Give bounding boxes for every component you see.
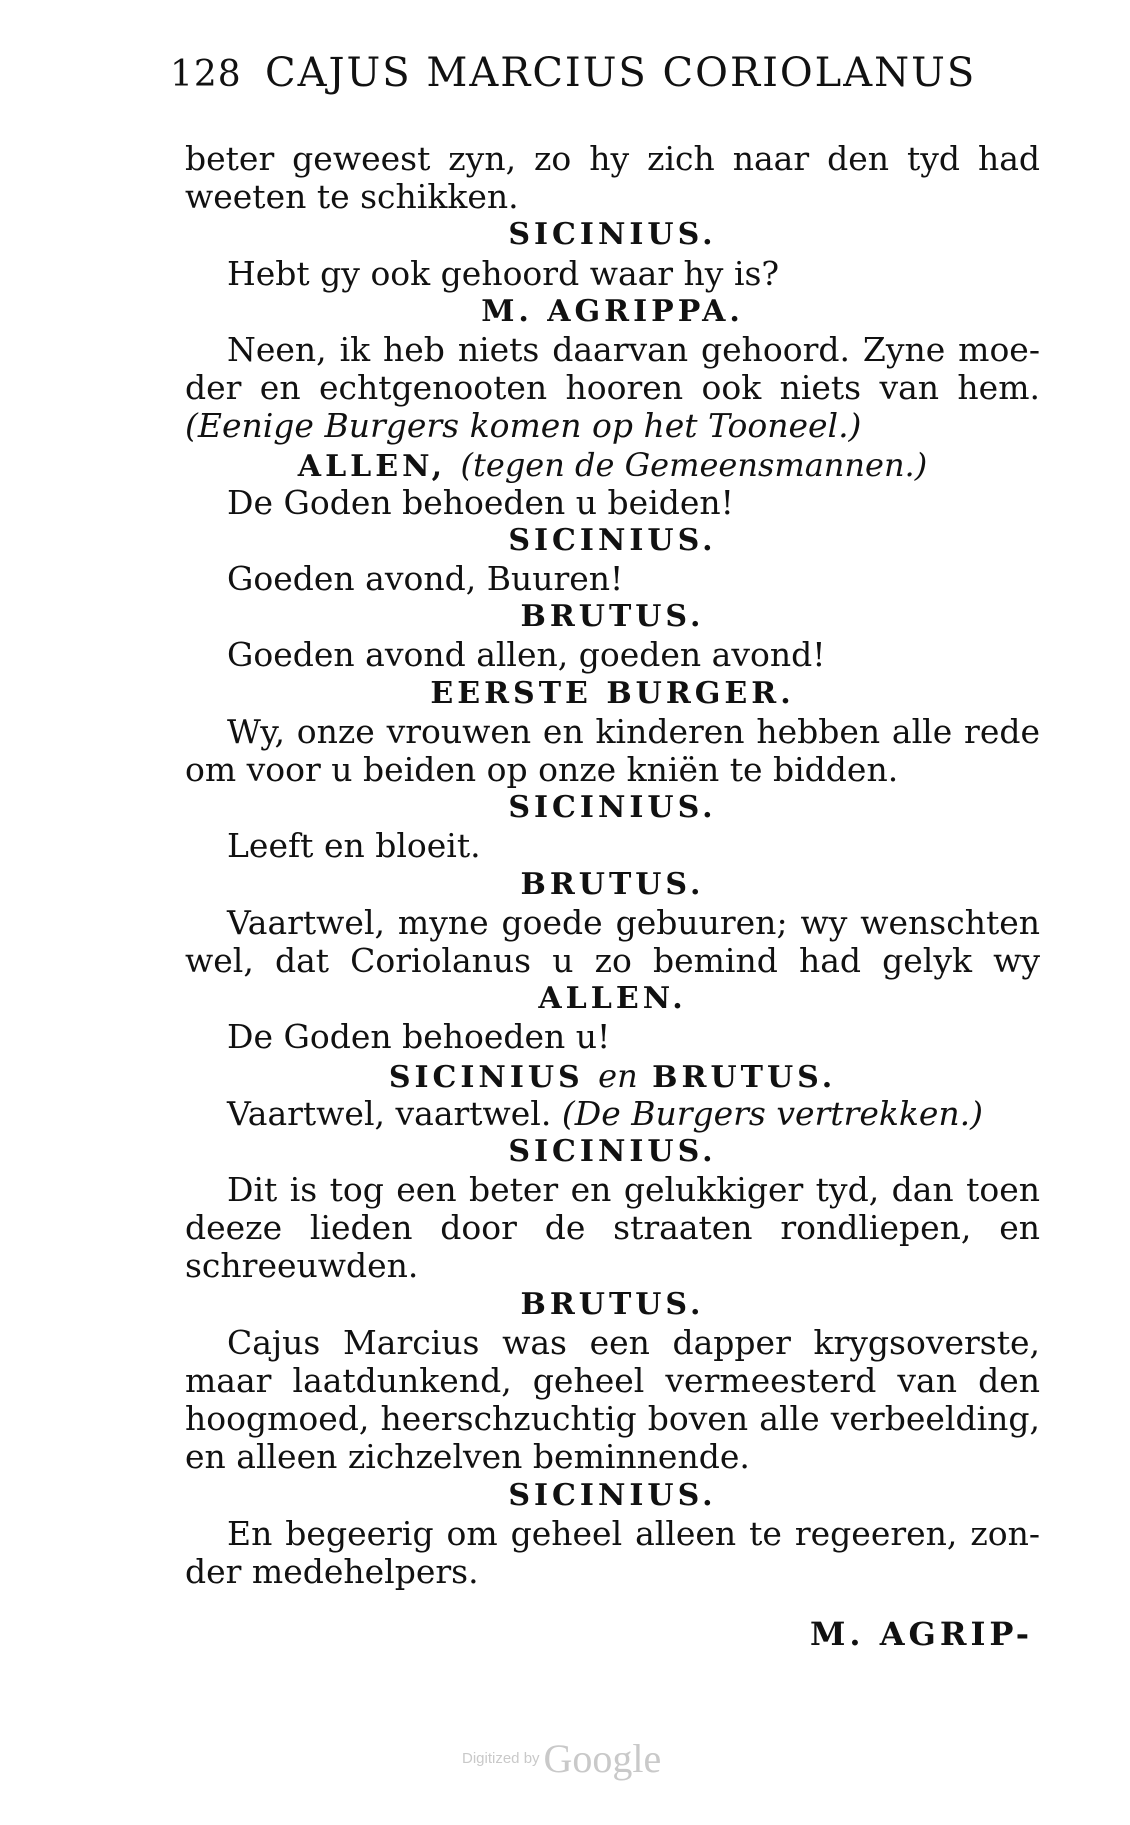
speaker-name: M. AGRIPPA. <box>481 293 744 329</box>
dialogue-line: Cajus Marcius was een dapper krygsoverste, <box>227 1323 1040 1362</box>
dialogue-line: Wy, onze vrouwen en kinderen hebben alle rede <box>227 712 1040 751</box>
watermark-prefix: Digitized by <box>462 1750 540 1767</box>
speaker-name: EERSTE BURGER. <box>430 675 795 711</box>
dialogue-line: der en echtgenooten hooren ook niets van hem. <box>185 369 1040 408</box>
dialogue-line: Dit is tog een beter en gelukkiger tyd, dan toen <box>227 1171 1040 1210</box>
speaker-name: SICINIUS <box>388 1059 584 1095</box>
speaker-conjunction: en <box>598 1056 638 1095</box>
speaker-name: SICINIUS. <box>508 217 717 253</box>
dialogue-line: wel, dat Coriolanus u zo bemind had gelyk wy <box>185 941 1040 980</box>
speaker-name: ALLEN. <box>538 981 687 1017</box>
stage-direction: (De Burgers vertrekken.) <box>561 1093 983 1133</box>
dialogue-line: schreeuwden. <box>185 1246 419 1286</box>
speaker-heading <box>185 1057 1040 1095</box>
running-title: CAJUS MARCIUS CORIOLANUS <box>265 50 977 96</box>
dialogue-line: beter geweest zyn, zo hy zich naar den tyd had <box>185 140 1040 178</box>
dialogue-line: deeze lieden door de straaten rondliepen, en <box>185 1209 1040 1248</box>
speaker-name: SICINIUS. <box>508 1133 717 1169</box>
stage-direction: (tegen de Gemeensmannen.) <box>460 445 928 484</box>
dialogue-line: en alleen zichzelven beminnende. <box>185 1437 750 1477</box>
dialogue-line: maar laatdunkend, geheel vermeesterd van den <box>185 1362 1040 1400</box>
dialogue-line <box>185 1095 1040 1133</box>
catchword: M. AGRIP- <box>810 1615 1034 1653</box>
page-number: 128 <box>170 54 242 95</box>
dialogue-line: der medehelpers. <box>185 1551 479 1591</box>
dialogue-line: Neen, ik heb niets daarvan gehoord. Zyne moe- <box>227 330 1040 369</box>
dialogue-line: om voor u beiden op onze kniën te bidden. <box>185 750 899 789</box>
dialogue-text: Vaartwel, vaartwel. <box>227 1093 552 1133</box>
speaker-name: SICINIUS. <box>508 790 717 826</box>
play-text <box>185 140 1040 1591</box>
dialogue-line: Vaartwel, myne goede gebuuren; wy wenschten <box>227 903 1040 942</box>
dialogue-line: En begeerig om geheel alleen te regeeren, zon- <box>227 1514 1040 1553</box>
dialogue-line: De Goden behoeden u beiden! <box>227 482 734 522</box>
running-head <box>170 50 1050 96</box>
speaker-heading <box>185 446 1040 484</box>
speaker-name: SICINIUS. <box>508 1477 717 1513</box>
speaker-name: SICINIUS. <box>508 522 717 558</box>
speaker-name: ALLEN, <box>297 448 447 484</box>
stage-direction: (Eenige Burgers komen op het Tooneel.) <box>185 406 862 446</box>
speaker-name: BRUTUS. <box>520 1286 705 1322</box>
dialogue-line: Hebt gy ook gehoord waar hy is? <box>227 253 780 293</box>
speaker-name: BRUTUS. <box>520 866 705 902</box>
speaker-name: BRUTUS. <box>652 1059 837 1095</box>
google-logo: Google <box>543 1736 662 1781</box>
dialogue-line: weeten te schikken. <box>185 177 519 217</box>
digitized-watermark <box>462 1735 702 1782</box>
dialogue-line: De Goden behoeden u! <box>227 1017 611 1057</box>
dialogue-line: hoogmoed, heerschzuchtig boven alle verbeelding, <box>185 1400 1040 1439</box>
dialogue-line: Leeft en bloeit. <box>227 826 481 866</box>
dialogue-line: Goeden avond, Buuren! <box>227 559 624 599</box>
dialogue-line: Goeden avond allen, goeden avond! <box>227 635 826 675</box>
speaker-name: BRUTUS. <box>520 599 705 635</box>
